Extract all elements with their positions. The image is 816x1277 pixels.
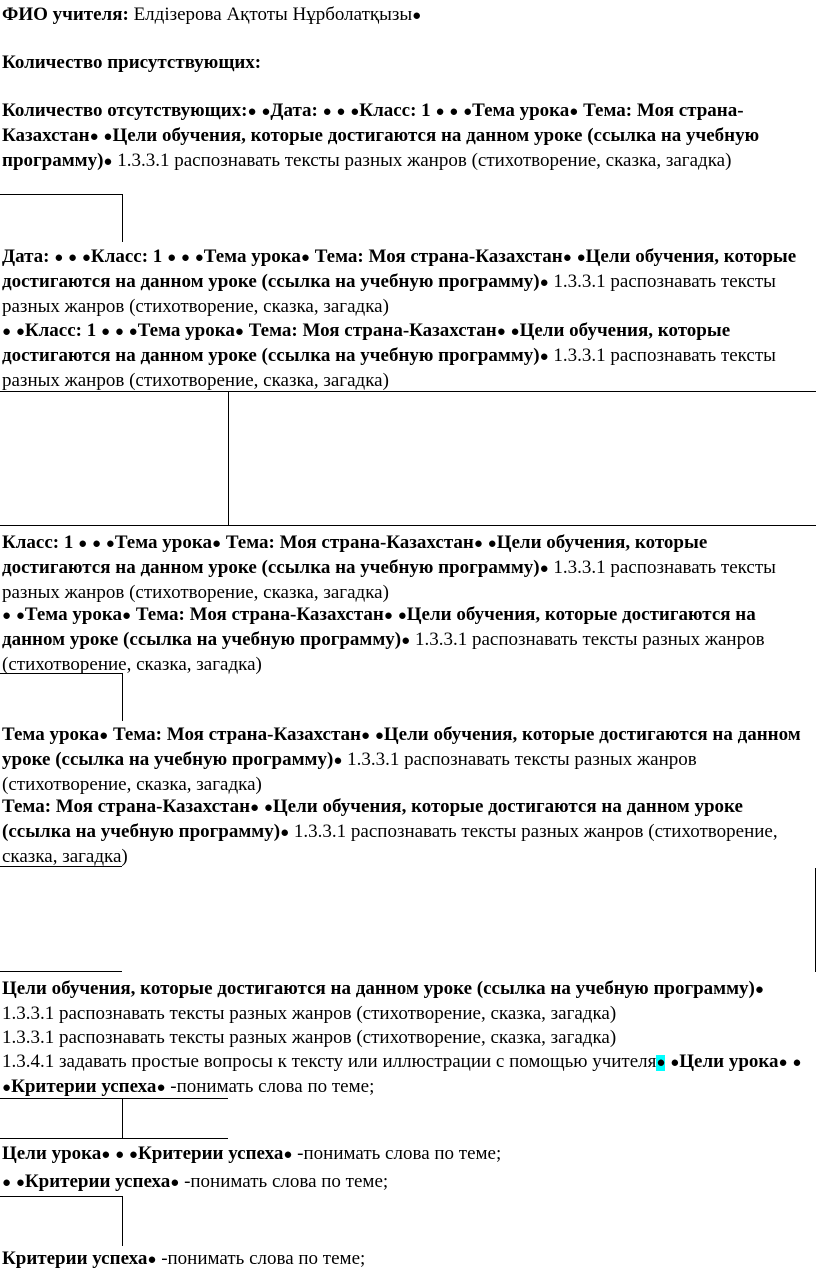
table-border	[0, 866, 122, 867]
topic-value-block	[2, 795, 814, 869]
bullet-icon: ●	[283, 1147, 293, 1163]
topic-block-a	[2, 603, 814, 677]
goal-2: 1.3.4.1 задавать простые вопросы к тексту или иллюстрации с помощью учителя	[2, 1051, 657, 1072]
bullet-icon: ●	[435, 104, 445, 120]
goals-label: Цели обучения, которые достигаются на данном уроке (ссылка на учебную программу)	[2, 978, 755, 999]
table-border	[122, 1098, 123, 1138]
bullet-icon: ●	[122, 608, 132, 624]
bullet-icon: ●	[2, 1175, 12, 1191]
criteria-label: Критерии успеха	[2, 1248, 148, 1269]
bullet-icon: ●	[569, 104, 579, 120]
bullet-icon: ●	[250, 800, 260, 816]
bullet-icon: ●	[78, 536, 88, 552]
bullet-icon: ●	[2, 1080, 12, 1096]
table-border	[0, 673, 122, 674]
bullet-icon: ●	[754, 982, 764, 998]
absent-label: Количество отсутствующих:	[2, 100, 248, 121]
lesson-goals-label: Цели урока	[679, 1051, 779, 1072]
goal-1: 1.3.3.1 распознавать тексты разных жанров (стихотворение, сказка, загадка)	[2, 1027, 617, 1048]
table-border	[122, 1196, 123, 1246]
bullet-icon: ●	[234, 324, 244, 340]
teacher-line	[2, 3, 814, 28]
bullet-icon: ●	[397, 608, 407, 624]
class-label: Класс: 1	[359, 100, 431, 121]
topic-block-b	[2, 723, 814, 797]
bullet-icon: ●	[128, 324, 138, 340]
bullet-icon: ●	[300, 250, 310, 266]
goals-label: Цели обучения, которые достигаются на данном уроке (ссылка на учебную программу)	[2, 125, 760, 171]
bullet-icon: ●	[170, 1175, 180, 1191]
bullet-icon: ●	[103, 129, 113, 145]
bullet-icon: ●	[539, 275, 549, 291]
table-border	[122, 673, 123, 721]
bullet-icon: ●	[167, 250, 177, 266]
bullet-icon: ●	[15, 1175, 25, 1191]
bullet-icon: ●	[463, 104, 473, 120]
bullet-icon: ●	[496, 324, 506, 340]
bullet-icon: ●	[54, 250, 64, 266]
topic-label: Тема урока	[472, 100, 570, 121]
bullet-icon: ●	[510, 324, 520, 340]
bullet-icon: ●	[670, 1055, 680, 1071]
criteria-label: Критерии успеха	[24, 1171, 171, 1192]
bullet-icon: ●	[449, 104, 459, 120]
bullet-icon: ●	[412, 8, 422, 24]
absent-block	[2, 99, 814, 174]
bullet-icon: ●	[156, 1080, 166, 1096]
bullet-icon: ●	[180, 250, 190, 266]
table-border	[0, 391, 816, 392]
bullet-icon: ●	[562, 250, 572, 266]
table-border	[0, 525, 816, 526]
bullet-icon: ●	[350, 104, 360, 120]
topic-label: Тема урока	[24, 604, 123, 625]
present-line	[2, 51, 814, 75]
bullet-icon: ●	[103, 154, 113, 170]
goal-1: 1.3.3.1 распознавать тексты разных жанров (стихотворение, сказка, загадка)	[2, 557, 776, 603]
goals-label: Цели обучения, которые достигаются на данном уроке (ссылка на учебную программу)	[2, 796, 743, 842]
table-border	[0, 1196, 122, 1197]
lesson-goals-label: Цели урока	[2, 1143, 102, 1164]
bullet-icon: ●	[261, 104, 271, 120]
date-label: Дата:	[2, 246, 50, 267]
present-label: Количество присутствующих:	[2, 52, 262, 73]
table-border	[228, 391, 229, 525]
date-block	[2, 245, 814, 319]
bullet-icon: ●	[101, 1147, 111, 1163]
bullet-icon: ●	[383, 608, 393, 624]
bullet-icon: ●	[128, 1147, 138, 1163]
bullet-icon: ●	[2, 324, 12, 340]
bullet-icon: ●	[778, 1055, 788, 1071]
bullet-icon: ●	[81, 250, 91, 266]
bullet-icon: ●	[539, 349, 549, 365]
goal-1: 1.3.3.1 распознавать тексты разных жанров (стихотворение, сказка, загадка)	[2, 1003, 617, 1024]
table-border	[0, 1098, 228, 1099]
topic-label: Тема урока	[2, 724, 100, 745]
bullet-icon: ●	[105, 536, 115, 552]
class-block-b	[2, 531, 814, 605]
bullet-icon: ●	[487, 536, 497, 552]
goals-label: Цели обучения, которые достигаются на данном уроке (ссылка на учебную программу)	[2, 724, 801, 770]
topic-value: Тема: Моя страна-Казахстан	[248, 320, 497, 341]
bullet-icon: ●	[263, 800, 273, 816]
bullet-icon: ●	[576, 250, 586, 266]
date-label: Дата:	[270, 100, 318, 121]
class-label: Класс: 1	[2, 532, 74, 553]
teacher-label: ФИО учителя:	[2, 4, 129, 25]
bullet-icon: ●	[212, 536, 222, 552]
topic-value: Тема: Моя страна-Казахстан	[314, 246, 563, 267]
criteria-label: Критерии успеха	[11, 1076, 157, 1097]
criteria-value: -понимать слова по теме;	[297, 1143, 502, 1164]
bullet-icon: ●	[792, 1055, 802, 1071]
bullet-icon: ●	[333, 753, 343, 769]
table-border	[0, 194, 122, 195]
bullet-icon: ●	[336, 104, 346, 120]
goals-label: Цели обучения, которые достигаются на данном уроке (ссылка на учебную программу)	[2, 246, 797, 292]
class-block-a	[2, 319, 814, 393]
criteria-block-a	[2, 1170, 814, 1195]
goal-1: 1.3.3.1 распознавать тексты разных жанров (стихотворение, сказка, загадка)	[2, 629, 765, 675]
bullet-icon: ●	[374, 728, 384, 744]
topic-value: Тема: Моя страна-Казахстан	[2, 100, 744, 146]
topic-value: Тема: Моя страна-Казахстан	[2, 796, 251, 817]
goals-label: Цели обучения, которые достигаются на данном уроке (ссылка на учебную программу)	[2, 320, 731, 366]
bullet-icon: ●	[89, 129, 99, 145]
bullet-icon: ●	[99, 728, 109, 744]
bullet-icon: ●	[247, 104, 257, 120]
goal-1: 1.3.3.1 распознавать тексты разных жанров (стихотворение, сказка, загадка)	[2, 749, 697, 795]
table-border	[0, 1138, 228, 1139]
lesson-goals-block	[2, 1142, 814, 1167]
topic-value: Тема: Моя страна-Казахстан	[135, 604, 384, 625]
bullet-icon: ●	[147, 1252, 157, 1268]
goal-1: 1.3.3.1 распознавать тексты разных жанров (стихотворение, сказка, загадка)	[2, 271, 776, 317]
bullet-icon: ●	[101, 324, 111, 340]
table-border	[122, 194, 123, 242]
bullet-icon: ●	[401, 633, 411, 649]
bullet-icon: ●	[194, 250, 204, 266]
bullet-icon: ●	[539, 561, 549, 577]
goal-1: 1.3.3.1 распознавать тексты разных жанров (стихотворение, сказка, загадка)	[117, 150, 732, 171]
bullet-icon: ●	[15, 608, 25, 624]
criteria-block-b	[2, 1247, 814, 1272]
bullet-icon: ●	[2, 608, 12, 624]
bullet-icon: ●	[114, 324, 124, 340]
goal-1: 1.3.3.1 распознавать тексты разных жанров (стихотворение, сказка, загадка)	[2, 821, 778, 867]
criteria-label: Критерии успеха	[137, 1143, 284, 1164]
goals-label: Цели обучения, которые достигаются на данном уроке (ссылка на учебную программу)	[2, 532, 708, 578]
goals-block	[2, 977, 814, 1100]
teacher-name: Елдізерова Ақтоты Нұрболатқызы	[133, 4, 413, 25]
bullet-icon: ●	[91, 536, 102, 552]
topic-label: Тема урока	[203, 246, 301, 267]
bullet-icon: ●	[115, 1147, 125, 1163]
topic-value: Тема: Моя страна-Казахстан	[112, 724, 362, 745]
bullet-icon: ●	[280, 825, 290, 841]
class-label: Класс: 1	[90, 246, 163, 267]
criteria-value: -понимать слова по теме;	[170, 1076, 375, 1097]
table-border	[0, 971, 122, 972]
bullet-icon: ●	[15, 324, 25, 340]
goal-1: 1.3.3.1 распознавать тексты разных жанров (стихотворение, сказка, загадка)	[2, 345, 776, 391]
criteria-value: -понимать слова по теме;	[161, 1248, 366, 1269]
bullet-icon: ●	[473, 536, 483, 552]
class-label: Класс: 1	[24, 320, 97, 341]
bullet-icon: ●	[361, 728, 371, 744]
bullet-icon: ●	[322, 104, 332, 120]
topic-label: Тема урока	[137, 320, 235, 341]
bullet-icon: ●	[656, 1055, 666, 1071]
topic-label: Тема урока	[114, 532, 212, 553]
bullet-icon: ●	[68, 250, 78, 266]
criteria-value: -понимать слова по теме;	[184, 1171, 389, 1192]
goals-label: Цели обучения, которые достигаются на данном уроке (ссылка на учебную программу)	[2, 604, 756, 650]
topic-value: Тема: Моя страна-Казахстан	[225, 532, 474, 553]
